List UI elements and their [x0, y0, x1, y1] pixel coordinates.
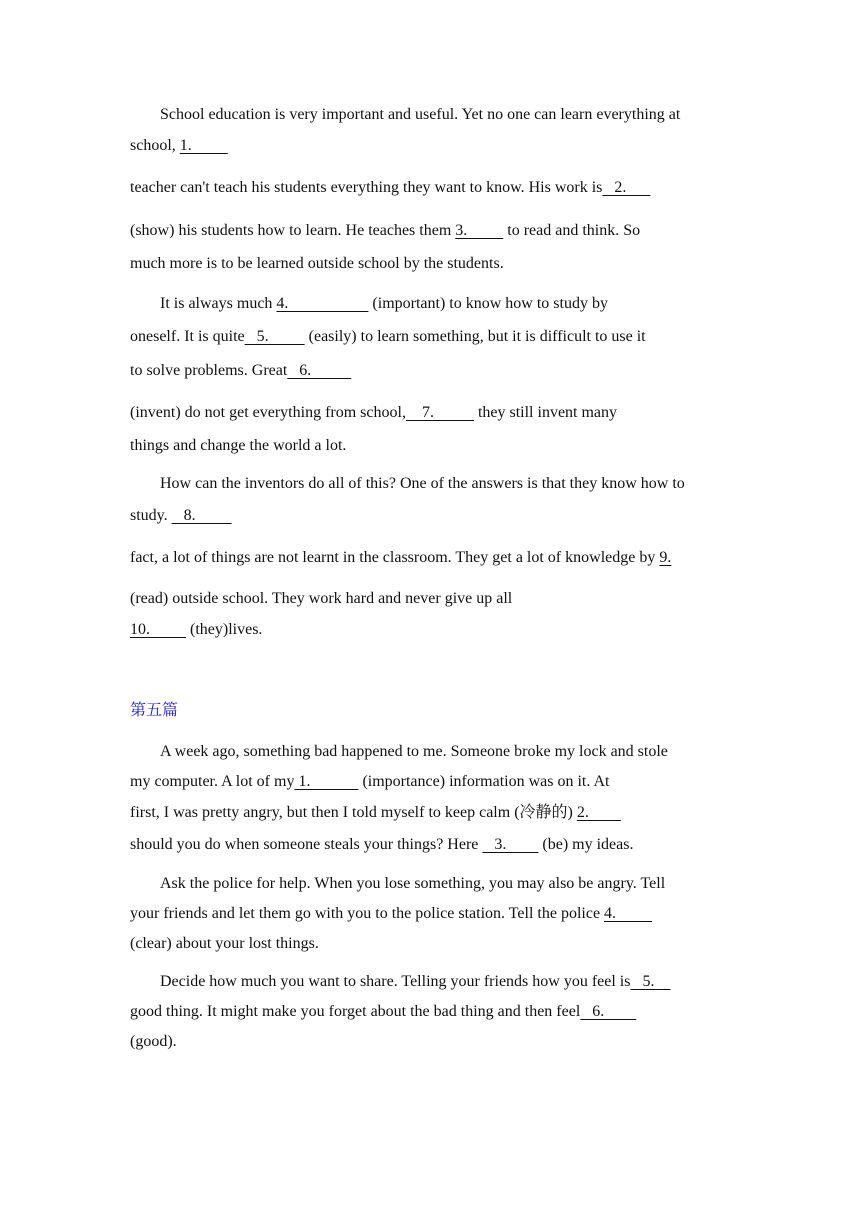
p5-line-2: my computer. A lot of my 1. (importance) information was on it. At: [130, 773, 610, 790]
blank-1[interactable]: 1.: [179, 137, 228, 154]
p5-blank-1[interactable]: 1.: [294, 773, 359, 790]
p4-line-11: How can the inventors do all of this? One of the answers is that they know how to: [160, 475, 685, 492]
p4-line-14: (read) outside school. They work hard and never give up all: [130, 590, 513, 607]
blank-10[interactable]: 10.: [130, 621, 186, 638]
p5-line-9: good thing. It might make you forget about the bad thing and then feel 6.: [130, 1003, 637, 1020]
blank-6[interactable]: 6.: [287, 362, 352, 379]
p4-line-13: fact, a lot of things are not learnt in the classroom. They get a lot of knowledge by 9.: [130, 549, 672, 566]
p4-line-6: It is always much 4. (important) to know how to study by: [160, 295, 608, 312]
blank-8[interactable]: 8.: [171, 507, 232, 524]
p4-line-5: much more is to be learned outside school by the students.: [130, 255, 504, 272]
p5-blank-6[interactable]: 6.: [580, 1003, 637, 1020]
p5-blank-5[interactable]: 5.: [630, 973, 671, 990]
p5-line-5: Ask the police for help. When you lose something, you may also be angry. Tell: [160, 875, 666, 892]
p5-line-4: should you do when someone steals your things? Here 3. (be) my ideas.: [130, 836, 634, 853]
p5-blank-3[interactable]: 3.: [482, 836, 539, 853]
p5-line-7: (clear) about your lost things.: [130, 935, 319, 952]
p4-line-12: study. 8.: [130, 507, 232, 524]
p4-line-7: oneself. It is quite 5. (easily) to learn something, but it is difficult to use it: [130, 328, 646, 345]
p5-blank-2[interactable]: 2.: [576, 804, 621, 821]
p4-line-9: (invent) do not get everything from school, 7. they still invent many: [130, 404, 618, 421]
p4-line-3: teacher can't teach his students everything they want to know. His work is 2.: [130, 179, 651, 196]
p4-line-10: things and change the world a lot.: [130, 437, 347, 454]
p4-line-4: (show) his students how to learn. He teaches them 3. to read and think. So: [130, 222, 641, 239]
blank-3[interactable]: 3.: [455, 222, 504, 239]
p5-line-1: A week ago, something bad happened to me. Someone broke my lock and stole: [160, 743, 668, 760]
blank-7[interactable]: 7.: [405, 404, 474, 421]
p5-line-3: first, I was pretty angry, but then I told myself to keep calm (冷静的) 2.: [130, 804, 621, 821]
blank-5[interactable]: 5.: [244, 328, 305, 345]
section-heading: 第五篇: [130, 700, 179, 719]
p4-line-2: school, 1.: [130, 137, 228, 154]
p5-blank-4[interactable]: 4.: [604, 905, 653, 922]
p5-line-8: Decide how much you want to share. Telling your friends how you feel is 5.: [160, 973, 671, 990]
p4-line-1: School education is very important and useful. Yet no one can learn everything at: [160, 106, 681, 123]
blank-4[interactable]: 4.: [276, 295, 369, 312]
p5-line-6: your friends and let them go with you to the police station. Tell the police 4.: [130, 905, 653, 922]
blank-2[interactable]: 2.: [602, 179, 651, 196]
blank-9[interactable]: 9.: [659, 549, 672, 566]
p4-line-8: to solve problems. Great 6.: [130, 362, 352, 379]
p4-line-15: 10. (they)lives.: [130, 621, 263, 638]
p5-line-10: (good).: [130, 1033, 177, 1050]
